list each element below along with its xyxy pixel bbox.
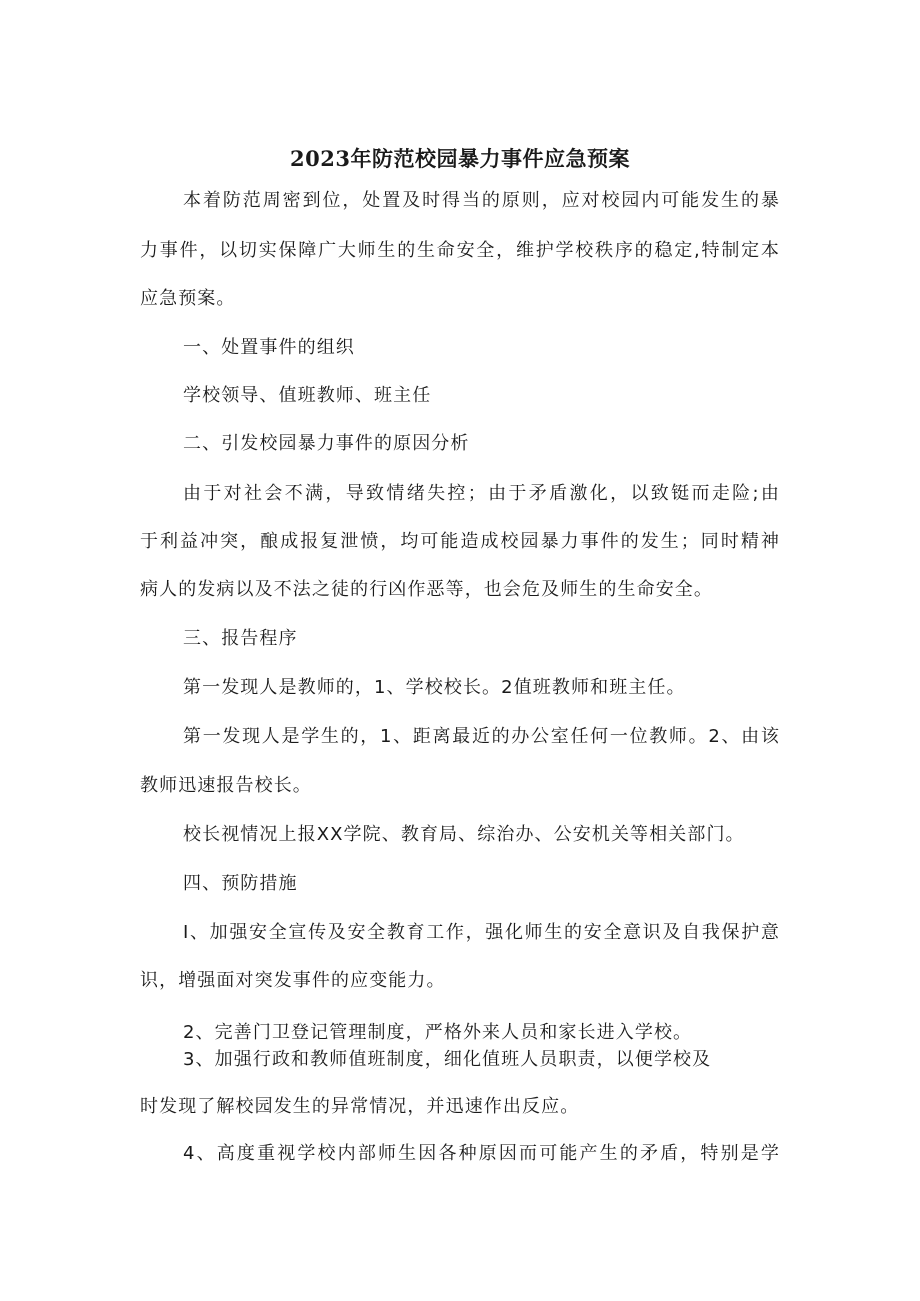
text-line: 学校领导、值班教师、班主任	[183, 385, 432, 406]
text-line: 4、高度重视学校内部师生因各种原因而可能产生的矛盾，特别是学	[183, 1143, 780, 1164]
text-line: 识，增强面对突发事件的应变能力。	[140, 970, 446, 991]
text-line: 应急预案。	[140, 288, 236, 309]
text-line: 本着防范周密到位，处置及时得当的原则，应对校园内可能发生的暴	[183, 190, 780, 211]
text-line: 第一发现人是教师的，1、学校校长。2值班教师和班主任。	[183, 677, 686, 698]
text-line: 2、完善门卫登记管理制度，严格外来人员和家长进入学校。	[183, 1022, 693, 1043]
section-heading: 一、处置事件的组织	[183, 337, 355, 358]
text-line: 力事件，以切实保障广大师生的生命安全，维护学校秩序的稳定,特制定本	[140, 240, 780, 261]
text-line: 第一发现人是学生的，1、距离最近的办公室任何一位教师。2、由该	[183, 726, 780, 747]
section-heading: 二、引发校园暴力事件的原因分析	[183, 433, 470, 454]
text-line: 由于对社会不满，导致情绪失控；由于矛盾激化，以致铤而走险;由	[183, 483, 780, 504]
text-line: 3、加强行政和教师值班制度，细化值班人员职责，以便学校及	[183, 1049, 712, 1070]
text-line: 校长视情况上报XX学院、教育局、综治办、公安机关等相关部门。	[183, 824, 745, 845]
text-line: 教师迅速报告校长。	[140, 775, 312, 796]
document-title: 2023年防范校园暴力事件应急预案	[290, 146, 630, 171]
text-line: 于利益冲突，酿成报复泄愤，均可能造成校园暴力事件的发生；同时精神	[140, 531, 780, 552]
text-line: I、加强安全宣传及安全教育工作，强化师生的安全意识及自我保护意	[183, 922, 780, 943]
text-line: 时发现了解校园发生的异常情况，并迅速作出反应。	[140, 1096, 580, 1117]
section-heading: 四、预防措施	[183, 873, 298, 894]
section-heading: 三、报告程序	[183, 628, 298, 649]
text-line: 病人的发病以及不法之徒的行凶作恶等，也会危及师生的生命安全。	[140, 579, 713, 600]
